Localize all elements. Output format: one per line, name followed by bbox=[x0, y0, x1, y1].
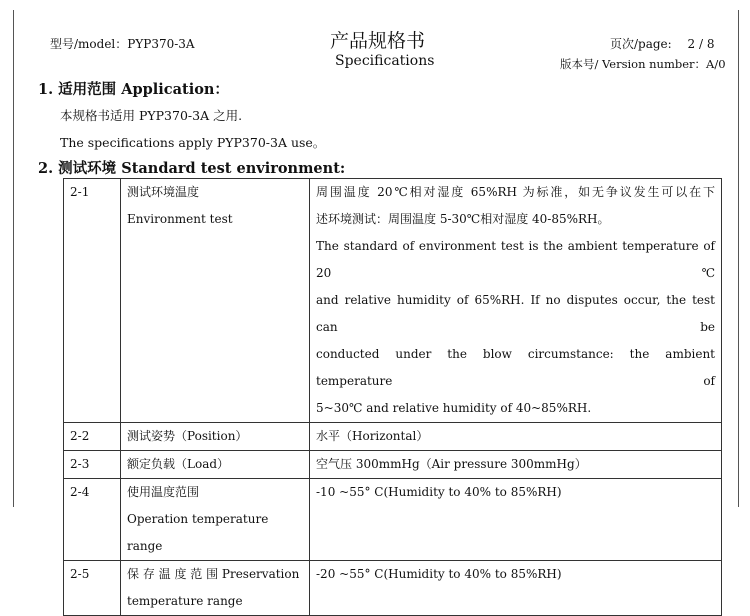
application-text-cn: 本规格书适用 PYP370-3A 之用. bbox=[60, 108, 243, 123]
desc-line: conducted under the blow circumstance: the ambient temperature of bbox=[316, 347, 715, 388]
item-label-en: Operation temperature range bbox=[127, 512, 269, 553]
row-item bbox=[121, 561, 310, 616]
page-number: 页次/page: 2 / 8 bbox=[610, 37, 715, 51]
item-label-cn: 测试环境温度 bbox=[127, 185, 200, 199]
table-row bbox=[64, 451, 722, 479]
item-label-cn: 额定负载（Load） bbox=[127, 457, 230, 471]
item-label-en: temperature range bbox=[127, 594, 243, 608]
version-number: 版本号/ Version number：A/0 bbox=[560, 57, 726, 71]
row-id: 2-2 bbox=[64, 423, 121, 451]
row-id: 2-5 bbox=[64, 561, 121, 616]
row-item bbox=[121, 451, 310, 479]
table-row bbox=[64, 179, 722, 423]
row-id: 2-1 bbox=[64, 179, 121, 423]
doc-title-en: Specifications bbox=[335, 53, 435, 69]
item-label-cn: 测试姿势（Position） bbox=[127, 429, 248, 443]
test-environment-table bbox=[63, 178, 722, 616]
row-item bbox=[121, 479, 310, 561]
table-row bbox=[64, 479, 722, 561]
row-description: 空气压 300mmHg（Air pressure 300mmHg） bbox=[310, 451, 722, 479]
section-heading-test-environment: 2. 测试环境 Standard test environment: bbox=[38, 160, 346, 177]
desc-line: The standard of environment test is the ambient temperature of 20℃ bbox=[316, 239, 715, 280]
item-label-cn: 保 存 温 度 范 围 Preservation bbox=[127, 567, 300, 581]
row-description: -20 ~55° C(Humidity to 40% to 85%RH) bbox=[310, 561, 722, 616]
desc-line: 述环境测试：周围温度 5-30℃相对湿度 40-85%RH。 bbox=[316, 212, 610, 226]
application-text-en: The specifications apply PYP370-3A use。 bbox=[60, 135, 326, 150]
section-heading-application: 1. 适用范围 Application： bbox=[38, 81, 229, 98]
row-item bbox=[121, 423, 310, 451]
row-description: -10 ~55° C(Humidity to 40% to 85%RH) bbox=[310, 479, 722, 561]
row-id: 2-3 bbox=[64, 451, 121, 479]
desc-line: 周围温度 20℃相对湿度 65%RH 为标准，如无争议发生可以在下 bbox=[316, 185, 715, 199]
row-item bbox=[121, 179, 310, 423]
row-description bbox=[310, 179, 722, 423]
item-label-en: Environment test bbox=[127, 212, 233, 226]
item-label-cn: 使用温度范围 bbox=[127, 485, 200, 499]
table-row bbox=[64, 423, 722, 451]
model-label: 型号/model：PYP370-3A bbox=[50, 37, 195, 51]
row-description: 水平（Horizontal） bbox=[310, 423, 722, 451]
desc-line: 5~30℃ and relative humidity of 40~85%RH. bbox=[316, 401, 592, 415]
desc-line: and relative humidity of 65%RH. If no disputes occur, the test can be bbox=[316, 293, 715, 334]
doc-title-cn: 产品规格书 bbox=[330, 30, 426, 52]
table-row bbox=[64, 561, 722, 616]
row-id: 2-4 bbox=[64, 479, 121, 561]
